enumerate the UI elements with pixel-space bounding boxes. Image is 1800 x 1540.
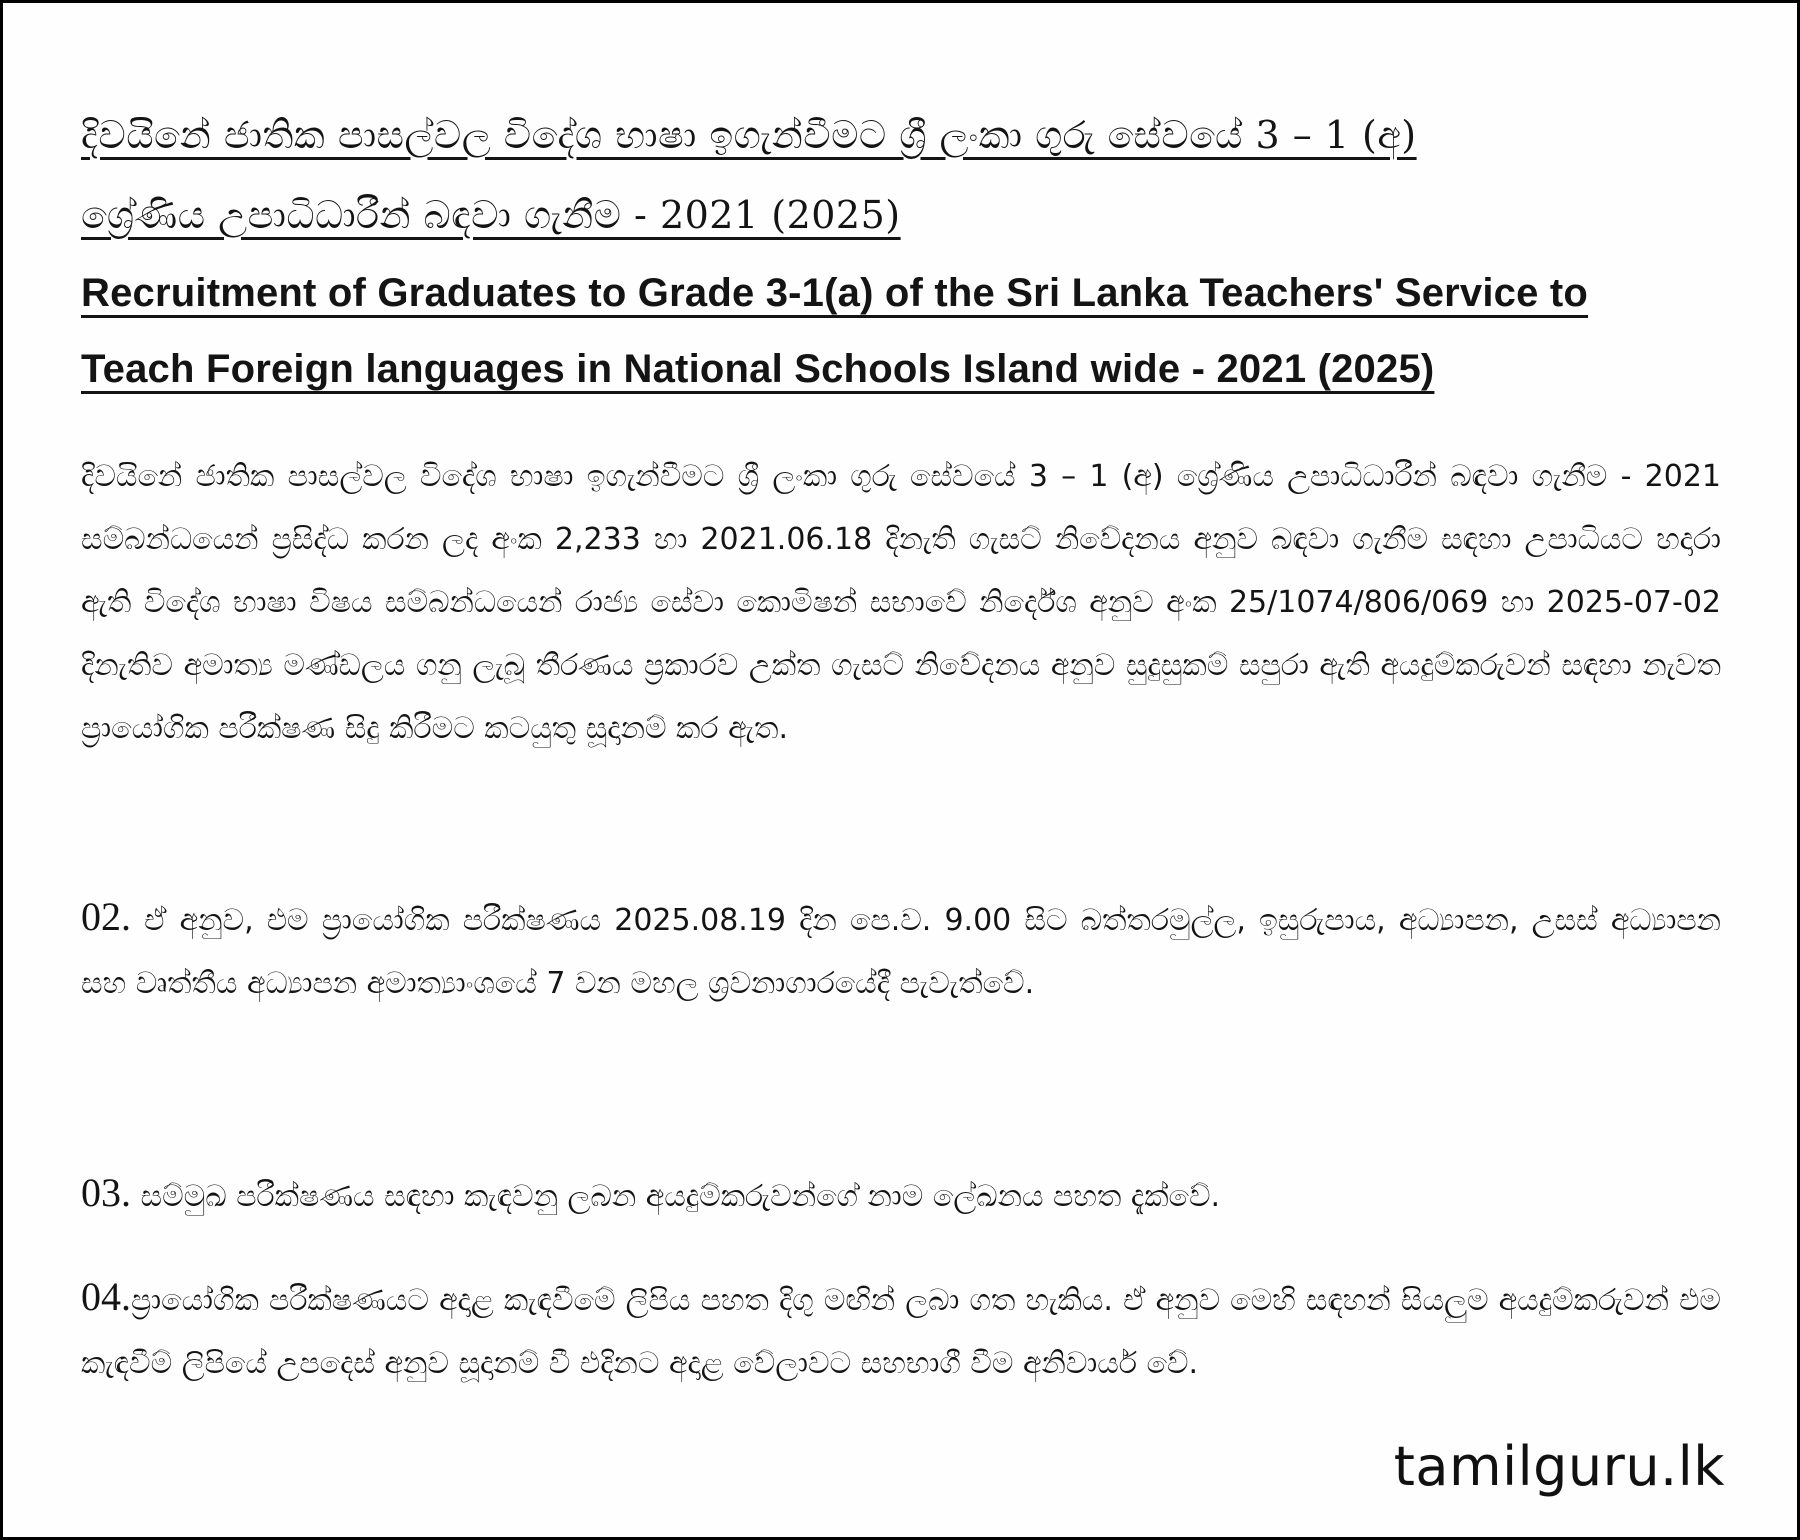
paragraph-2 (81, 885, 1721, 1015)
paragraph-3-text: සම්මුඛ පරීක්ෂණය සඳහා කැඳවනු ලබන අයදුම්කරුවන්ගේ නාම ලේඛනය පහත දැක්වේ. (140, 1179, 1221, 1214)
paragraph-4 (81, 1265, 1721, 1395)
watermark-text: tamilguru.lk (1393, 1435, 1725, 1498)
title-english-line-2: Teach Foreign languages in National Schools Island wide - 2021 (2025) (81, 347, 1435, 391)
paragraph-3-number: 03. (81, 1170, 131, 1215)
document-title (81, 95, 1701, 407)
paragraph-2-text: ඒ අනුව, එම ප්‍රායෝගික පරීක්ෂණය 2025.08.19 දින පෙ.ව. 9.00 සිට බත්තරමුල්ල, ඉසුරුපාය, අධ්‍යාපන, උසස් අධ්‍යාපන සහ වෘත්තීය අධ්‍යාපන අමාත්‍යාංශයේ 7 වන මහල ශ්‍රවනාගාරයේදී පැවැත්වේ. (81, 903, 1721, 1001)
paragraph-3 (81, 1161, 1721, 1228)
paragraph-1-text: දිවයිනේ ජාතික පාසල්වල විදේශ භාෂා ඉගැන්වීමට ශ්‍රී ලංකා ගුරු සේවයේ 3 – 1 (අ) ශ්‍රේණිය උපාධිධාරීන් බඳවා ගැනීම - 2021 සම්බන්ධයෙන් ප්‍රසිද්ධ කරන ලද අංක 2,233 හා 2021.06.18 දිනැති ගැසට් නිවේදනය අනුව බඳවා ගැනීම සඳහා උපාධියට හදාරා ඇති විදේශ භාෂා විෂය සම්බන්ධයෙන් රාජ්‍ය සේවා කොමිෂන් සභාවේ නිර්දේශ අනුව අංක 25/1074/806/069 හා 2025-07-02 දිනැතිව අමාත්‍ය මණ්ඩලය ගනු ලැබූ තීරණය ප්‍රකාරව උක්ත ගැසට් නිවේදනය අනුව සුදුසුකම් සපුරා ඇති අයදුම්කරුවන් සඳහා නැවත ප්‍රායෝගික පරීක්ෂණ සිදු කිරීමට කටයුතු සූදානම් කර ඇත. (81, 459, 1721, 746)
title-english-line-1: Recruitment of Graduates to Grade 3-1(a) of the Sri Lanka Teachers' Service to (81, 271, 1589, 315)
paragraph-4-number: 04. (81, 1274, 131, 1319)
title-sinhala-line-1: දිවයිනේ ජාතික පාසල්වල විදේශ භාෂා ඉගැන්වීමට ශ්‍රී ලංකා ගුරු සේවයේ 3 – 1 (අ) (81, 113, 1417, 157)
paragraph-1 (81, 445, 1721, 760)
title-sinhala-line-2: ශ්‍රේණිය උපාධිධාරීන් බඳවා ගැනීම - 2021 (2025) (81, 193, 901, 237)
paragraph-2-number: 02. (81, 894, 131, 939)
paragraph-4-text: ප්‍රායෝගික පරීක්ෂණයට අදාළ කැඳවීමේ ලිපිය පහත දිගු මඟින් ලබා ගත හැකිය. ඒ අනුව මෙහි සඳහන් සියලුම අයදුම්කරුවන් එම කැඳවීම් ලිපියේ උපදෙස් අනුව සූදානම් වී එදිනට අදාළ වේලාවට සහභාගී වීම අනිවාර්ය වේ. (81, 1283, 1721, 1381)
